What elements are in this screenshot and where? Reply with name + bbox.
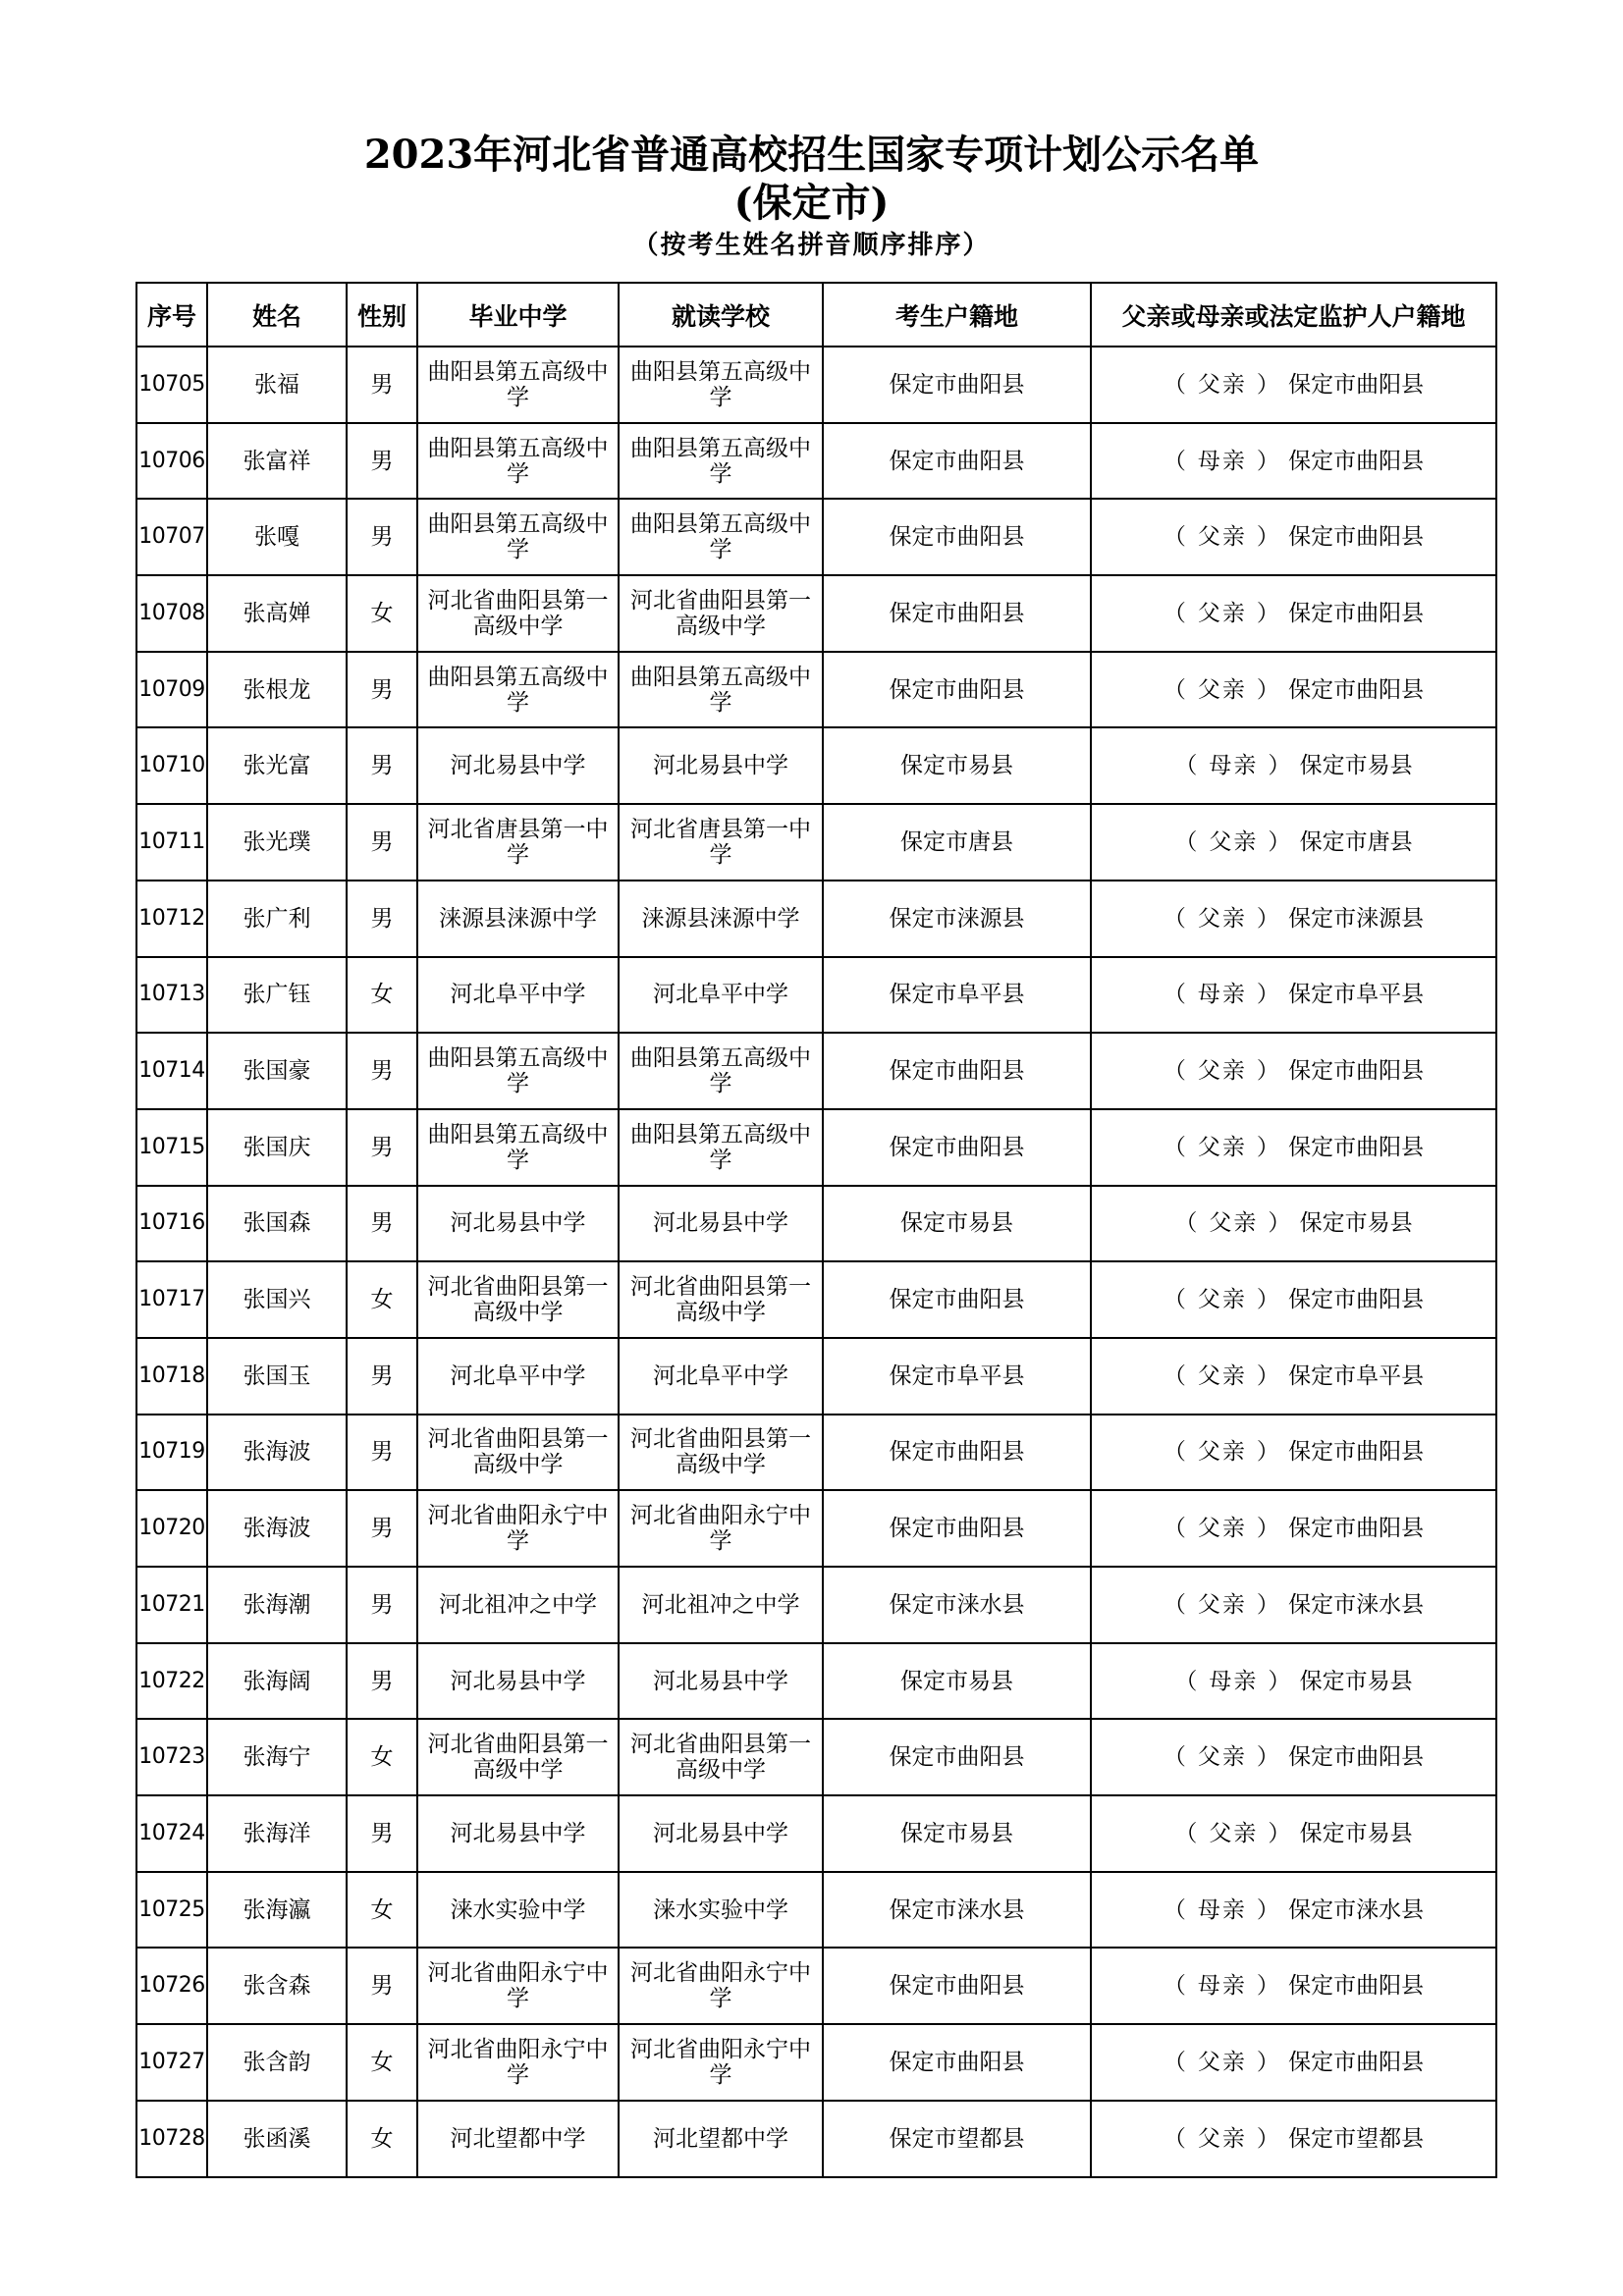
- guardian-relation-wrapper: （ 父亲 ）: [1163, 1134, 1281, 1160]
- cell-grad-school: 涞水实验中学: [417, 1872, 619, 1949]
- guardian-relation: 父亲: [1197, 1058, 1247, 1085]
- guardian-hukou: 保定市曲阳县: [1288, 524, 1425, 551]
- cell-hukou: 保定市曲阳县: [823, 2024, 1091, 2101]
- cell-guardian-hukou: [1091, 499, 1496, 575]
- cell-hukou: 保定市曲阳县: [823, 652, 1091, 728]
- cell-gender: 男: [347, 1490, 417, 1567]
- cell-seq: 10719: [136, 1415, 207, 1491]
- guardian-relation-wrapper: （ 父亲 ）: [1174, 1210, 1293, 1237]
- cell-guardian-hukou: [1091, 1567, 1496, 1643]
- header-hukou: 考生户籍地: [823, 283, 1091, 347]
- cell-grad-school: 曲阳县第五高级中学: [417, 499, 619, 575]
- table-row: [136, 1872, 1496, 1949]
- cell-hukou: 保定市曲阳县: [823, 1490, 1091, 1567]
- cell-current-school: 河北易县中学: [619, 1795, 823, 1872]
- cell-name: 张广利: [207, 881, 347, 957]
- guardian-hukou: 保定市曲阳县: [1288, 1744, 1425, 1771]
- guardian-relation-wrapper: （ 父亲 ）: [1163, 2049, 1281, 2075]
- cell-guardian-hukou: [1091, 1261, 1496, 1338]
- table-row: [136, 1643, 1496, 1720]
- cell-seq: 10708: [136, 575, 207, 652]
- guardian-relation: 父亲: [1197, 905, 1247, 932]
- cell-gender: 男: [347, 499, 417, 575]
- cell-seq: 10723: [136, 1719, 207, 1795]
- guardian-relation: 父亲: [1197, 1362, 1247, 1389]
- cell-seq: 10712: [136, 881, 207, 957]
- guardian-hukou: 保定市涞水县: [1288, 1896, 1425, 1923]
- cell-seq: 10715: [136, 1109, 207, 1186]
- cell-hukou: 保定市涞水县: [823, 1872, 1091, 1949]
- cell-current-school: 河北望都中学: [619, 2101, 823, 2177]
- cell-gender: 女: [347, 1261, 417, 1338]
- cell-grad-school: 河北省唐县第一中学: [417, 804, 619, 881]
- cell-guardian-hukou: [1091, 2024, 1496, 2101]
- cell-hukou: 保定市阜平县: [823, 1338, 1091, 1415]
- cell-hukou: 保定市曲阳县: [823, 499, 1091, 575]
- cell-grad-school: 河北易县中学: [417, 727, 619, 804]
- cell-hukou: 保定市曲阳县: [823, 347, 1091, 423]
- cell-hukou: 保定市曲阳县: [823, 1109, 1091, 1186]
- guardian-hukou: 保定市曲阳县: [1288, 371, 1425, 398]
- header-grad-school: 毕业中学: [417, 283, 619, 347]
- cell-grad-school: 曲阳县第五高级中学: [417, 423, 619, 500]
- cell-current-school: 曲阳县第五高级中学: [619, 652, 823, 728]
- guardian-relation-wrapper: （ 父亲 ）: [1163, 1516, 1281, 1542]
- guardian-hukou: 保定市阜平县: [1288, 1362, 1425, 1389]
- guardian-relation-wrapper: （ 母亲 ）: [1174, 1668, 1293, 1694]
- table-row: [136, 1948, 1496, 2024]
- cell-name: 张海阔: [207, 1643, 347, 1720]
- cell-current-school: 河北阜平中学: [619, 1338, 823, 1415]
- cell-gender: 男: [347, 1186, 417, 1262]
- table-row: [136, 1109, 1496, 1186]
- cell-current-school: 河北阜平中学: [619, 957, 823, 1034]
- cell-seq: 10710: [136, 727, 207, 804]
- cell-current-school: 河北省唐县第一中学: [619, 804, 823, 881]
- cell-name: 张海波: [207, 1490, 347, 1567]
- guardian-relation-wrapper: （ 父亲 ）: [1163, 1362, 1281, 1389]
- cell-guardian-hukou: [1091, 1490, 1496, 1567]
- table-row: [136, 727, 1496, 804]
- guardian-hukou: 保定市唐县: [1299, 828, 1413, 855]
- cell-gender: 男: [347, 1033, 417, 1109]
- guardian-relation: 父亲: [1209, 1820, 1259, 1846]
- cell-current-school: 河北易县中学: [619, 727, 823, 804]
- header-gender: 性别: [347, 283, 417, 347]
- table-row: [136, 1186, 1496, 1262]
- cell-gender: 男: [347, 1415, 417, 1491]
- cell-name: 张国兴: [207, 1261, 347, 1338]
- cell-current-school: 曲阳县第五高级中学: [619, 423, 823, 500]
- guardian-relation: 父亲: [1209, 1210, 1259, 1237]
- table-row: [136, 575, 1496, 652]
- cell-seq: 10728: [136, 2101, 207, 2177]
- cell-guardian-hukou: [1091, 1719, 1496, 1795]
- cell-current-school: 曲阳县第五高级中学: [619, 1033, 823, 1109]
- table-row: [136, 652, 1496, 728]
- header-guardian-hukou: 父亲或母亲或法定监护人户籍地: [1091, 283, 1496, 347]
- guardian-relation: 父亲: [1197, 1744, 1247, 1771]
- guardian-relation: 父亲: [1197, 1516, 1247, 1542]
- document-title: 2023年河北省普通高校招生国家专项计划公示名单: [363, 132, 1260, 178]
- cell-hukou: 保定市望都县: [823, 2101, 1091, 2177]
- cell-guardian-hukou: [1091, 2101, 1496, 2177]
- cell-guardian-hukou: [1091, 652, 1496, 728]
- guardian-relation-wrapper: （ 母亲 ）: [1163, 1896, 1281, 1923]
- guardian-hukou: 保定市曲阳县: [1288, 676, 1425, 703]
- guardian-hukou: 保定市曲阳县: [1288, 1439, 1425, 1466]
- cell-seq: 10711: [136, 804, 207, 881]
- cell-name: 张海瀛: [207, 1872, 347, 1949]
- cell-grad-school: 河北省曲阳县第一高级中学: [417, 1719, 619, 1795]
- cell-hukou: 保定市易县: [823, 1795, 1091, 1872]
- cell-grad-school: 河北易县中学: [417, 1186, 619, 1262]
- guardian-hukou: 保定市曲阳县: [1288, 1058, 1425, 1085]
- cell-grad-school: 河北望都中学: [417, 2101, 619, 2177]
- guardian-relation: 父亲: [1197, 1287, 1247, 1313]
- cell-guardian-hukou: [1091, 1795, 1496, 1872]
- document-sort-note: （按考生姓名拼音顺序排序）: [632, 231, 991, 260]
- cell-guardian-hukou: [1091, 1338, 1496, 1415]
- cell-seq: 10724: [136, 1795, 207, 1872]
- cell-name: 张国森: [207, 1186, 347, 1262]
- cell-gender: 男: [347, 1567, 417, 1643]
- cell-name: 张国庆: [207, 1109, 347, 1186]
- cell-seq: 10718: [136, 1338, 207, 1415]
- guardian-relation: 父亲: [1197, 676, 1247, 703]
- cell-guardian-hukou: [1091, 423, 1496, 500]
- guardian-hukou: 保定市曲阳县: [1288, 1134, 1425, 1160]
- guardian-relation-wrapper: （ 父亲 ）: [1163, 1591, 1281, 1618]
- cell-seq: 10714: [136, 1033, 207, 1109]
- cell-current-school: 河北省曲阳永宁中学: [619, 2024, 823, 2101]
- cell-seq: 10706: [136, 423, 207, 500]
- cell-guardian-hukou: [1091, 727, 1496, 804]
- cell-guardian-hukou: [1091, 804, 1496, 881]
- table-row: [136, 1795, 1496, 1872]
- cell-current-school: 河北省曲阳永宁中学: [619, 1490, 823, 1567]
- cell-gender: 男: [347, 881, 417, 957]
- guardian-relation: 父亲: [1197, 600, 1247, 626]
- table-row: [136, 1033, 1496, 1109]
- guardian-hukou: 保定市曲阳县: [1288, 1516, 1425, 1542]
- cell-hukou: 保定市易县: [823, 1643, 1091, 1720]
- table-row: [136, 1719, 1496, 1795]
- guardian-hukou: 保定市易县: [1299, 1668, 1413, 1694]
- cell-name: 张广钰: [207, 957, 347, 1034]
- cell-gender: 女: [347, 2024, 417, 2101]
- cell-gender: 男: [347, 652, 417, 728]
- cell-hukou: 保定市易县: [823, 1186, 1091, 1262]
- guardian-hukou: 保定市曲阳县: [1288, 600, 1425, 626]
- cell-current-school: 曲阳县第五高级中学: [619, 1109, 823, 1186]
- guardian-relation: 母亲: [1197, 448, 1247, 474]
- guardian-relation: 父亲: [1197, 524, 1247, 551]
- table-row: [136, 804, 1496, 881]
- guardian-relation: 母亲: [1197, 982, 1247, 1008]
- cell-gender: 男: [347, 727, 417, 804]
- header-seq: 序号: [136, 283, 207, 347]
- cell-grad-school: 曲阳县第五高级中学: [417, 652, 619, 728]
- cell-current-school: 河北省曲阳永宁中学: [619, 1948, 823, 2024]
- guardian-hukou: 保定市易县: [1299, 1210, 1413, 1237]
- table-row: [136, 499, 1496, 575]
- cell-grad-school: 河北阜平中学: [417, 957, 619, 1034]
- cell-grad-school: 河北省曲阳永宁中学: [417, 2024, 619, 2101]
- guardian-relation: 父亲: [1197, 2049, 1247, 2075]
- cell-current-school: 河北省曲阳县第一高级中学: [619, 1261, 823, 1338]
- cell-seq: 10716: [136, 1186, 207, 1262]
- guardian-relation-wrapper: （ 父亲 ）: [1174, 1820, 1293, 1846]
- cell-seq: 10705: [136, 347, 207, 423]
- guardian-relation-wrapper: （ 父亲 ）: [1174, 828, 1293, 855]
- guardian-hukou: 保定市易县: [1299, 1820, 1413, 1846]
- cell-current-school: 曲阳县第五高级中学: [619, 499, 823, 575]
- table-row: [136, 1415, 1496, 1491]
- cell-hukou: 保定市曲阳县: [823, 575, 1091, 652]
- cell-guardian-hukou: [1091, 347, 1496, 423]
- header-name: 姓名: [207, 283, 347, 347]
- guardian-relation-wrapper: （ 父亲 ）: [1163, 1287, 1281, 1313]
- cell-guardian-hukou: [1091, 1643, 1496, 1720]
- cell-name: 张含韵: [207, 2024, 347, 2101]
- cell-name: 张嘎: [207, 499, 347, 575]
- cell-hukou: 保定市曲阳县: [823, 1033, 1091, 1109]
- cell-grad-school: 河北祖冲之中学: [417, 1567, 619, 1643]
- cell-seq: 10727: [136, 2024, 207, 2101]
- cell-hukou: 保定市涞源县: [823, 881, 1091, 957]
- cell-seq: 10725: [136, 1872, 207, 1949]
- guardian-relation-wrapper: （ 母亲 ）: [1174, 753, 1293, 779]
- cell-grad-school: 河北省曲阳县第一高级中学: [417, 1261, 619, 1338]
- cell-name: 张富祥: [207, 423, 347, 500]
- table-row: [136, 347, 1496, 423]
- cell-seq: 10720: [136, 1490, 207, 1567]
- cell-guardian-hukou: [1091, 575, 1496, 652]
- table-row: [136, 2101, 1496, 2177]
- cell-gender: 男: [347, 804, 417, 881]
- cell-guardian-hukou: [1091, 1109, 1496, 1186]
- cell-current-school: 河北省曲阳县第一高级中学: [619, 575, 823, 652]
- table-row: [136, 881, 1496, 957]
- table-row: [136, 1261, 1496, 1338]
- cell-seq: 10713: [136, 957, 207, 1034]
- cell-current-school: 涞源县涞源中学: [619, 881, 823, 957]
- cell-gender: 男: [347, 1338, 417, 1415]
- cell-gender: 女: [347, 575, 417, 652]
- cell-name: 张根龙: [207, 652, 347, 728]
- cell-seq: 10709: [136, 652, 207, 728]
- cell-gender: 女: [347, 2101, 417, 2177]
- cell-grad-school: 曲阳县第五高级中学: [417, 1109, 619, 1186]
- cell-name: 张函溪: [207, 2101, 347, 2177]
- guardian-hukou: 保定市望都县: [1288, 2125, 1425, 2152]
- cell-current-school: 曲阳县第五高级中学: [619, 347, 823, 423]
- cell-gender: 女: [347, 957, 417, 1034]
- cell-name: 张光富: [207, 727, 347, 804]
- guardian-hukou: 保定市涞水县: [1288, 1591, 1425, 1618]
- table-row: [136, 2024, 1496, 2101]
- table-row: [136, 1567, 1496, 1643]
- table-row: [136, 957, 1496, 1034]
- cell-hukou: 保定市易县: [823, 727, 1091, 804]
- table-header-row: [136, 283, 1496, 347]
- guardian-relation-wrapper: （ 母亲 ）: [1163, 1973, 1281, 2000]
- cell-name: 张海潮: [207, 1567, 347, 1643]
- cell-gender: 男: [347, 1948, 417, 2024]
- cell-grad-school: 河北省曲阳县第一高级中学: [417, 575, 619, 652]
- cell-grad-school: 曲阳县第五高级中学: [417, 347, 619, 423]
- guardian-relation: 母亲: [1209, 1668, 1259, 1694]
- guardian-relation: 父亲: [1197, 1134, 1247, 1160]
- guardian-hukou: 保定市曲阳县: [1288, 1973, 1425, 2000]
- guardian-relation: 父亲: [1197, 1591, 1247, 1618]
- cell-grad-school: 河北易县中学: [417, 1795, 619, 1872]
- cell-name: 张海宁: [207, 1719, 347, 1795]
- cell-gender: 男: [347, 1109, 417, 1186]
- guardian-relation: 母亲: [1197, 1896, 1247, 1923]
- guardian-relation-wrapper: （ 父亲 ）: [1163, 524, 1281, 551]
- cell-current-school: 河北易县中学: [619, 1643, 823, 1720]
- cell-name: 张国豪: [207, 1033, 347, 1109]
- cell-grad-school: 曲阳县第五高级中学: [417, 1033, 619, 1109]
- guardian-relation-wrapper: （ 父亲 ）: [1163, 1439, 1281, 1466]
- cell-hukou: 保定市曲阳县: [823, 423, 1091, 500]
- cell-grad-school: 河北阜平中学: [417, 1338, 619, 1415]
- cell-guardian-hukou: [1091, 881, 1496, 957]
- cell-name: 张光璞: [207, 804, 347, 881]
- cell-grad-school: 河北省曲阳永宁中学: [417, 1490, 619, 1567]
- cell-seq: 10726: [136, 1948, 207, 2024]
- cell-hukou: 保定市阜平县: [823, 957, 1091, 1034]
- cell-gender: 男: [347, 423, 417, 500]
- guardian-relation-wrapper: （ 父亲 ）: [1163, 1744, 1281, 1771]
- cell-current-school: 河北祖冲之中学: [619, 1567, 823, 1643]
- cell-gender: 男: [347, 1795, 417, 1872]
- cell-hukou: 保定市曲阳县: [823, 1719, 1091, 1795]
- roster-table: [135, 282, 1497, 2178]
- cell-name: 张含森: [207, 1948, 347, 2024]
- cell-hukou: 保定市涞水县: [823, 1567, 1091, 1643]
- guardian-relation: 父亲: [1197, 371, 1247, 398]
- cell-hukou: 保定市唐县: [823, 804, 1091, 881]
- guardian-relation: 母亲: [1197, 1973, 1247, 2000]
- guardian-relation: 父亲: [1197, 2125, 1247, 2152]
- cell-guardian-hukou: [1091, 957, 1496, 1034]
- guardian-relation-wrapper: （ 父亲 ）: [1163, 2125, 1281, 2152]
- table-row: [136, 1338, 1496, 1415]
- guardian-relation-wrapper: （ 父亲 ）: [1163, 1058, 1281, 1085]
- guardian-relation-wrapper: （ 父亲 ）: [1163, 905, 1281, 932]
- cell-name: 张国玉: [207, 1338, 347, 1415]
- cell-seq: 10722: [136, 1643, 207, 1720]
- cell-gender: 男: [347, 1643, 417, 1720]
- cell-name: 张福: [207, 347, 347, 423]
- table-row: [136, 1490, 1496, 1567]
- cell-seq: 10721: [136, 1567, 207, 1643]
- cell-seq: 10707: [136, 499, 207, 575]
- guardian-relation-wrapper: （ 父亲 ）: [1163, 600, 1281, 626]
- document-subtitle-city: (保定市): [733, 180, 890, 226]
- cell-guardian-hukou: [1091, 1033, 1496, 1109]
- cell-guardian-hukou: [1091, 1186, 1496, 1262]
- guardian-relation-wrapper: （ 父亲 ）: [1163, 371, 1281, 398]
- guardian-relation: 父亲: [1197, 1439, 1247, 1466]
- guardian-relation-wrapper: （ 母亲 ）: [1163, 982, 1281, 1008]
- cell-guardian-hukou: [1091, 1872, 1496, 1949]
- guardian-relation-wrapper: （ 母亲 ）: [1163, 448, 1281, 474]
- cell-current-school: 河北易县中学: [619, 1186, 823, 1262]
- cell-current-school: 河北省曲阳县第一高级中学: [619, 1415, 823, 1491]
- header-current-school: 就读学校: [619, 283, 823, 347]
- guardian-hukou: 保定市曲阳县: [1288, 1287, 1425, 1313]
- guardian-relation: 父亲: [1209, 828, 1259, 855]
- guardian-hukou: 保定市阜平县: [1288, 982, 1425, 1008]
- guardian-hukou: 保定市曲阳县: [1288, 2049, 1425, 2075]
- cell-guardian-hukou: [1091, 1948, 1496, 2024]
- cell-seq: 10717: [136, 1261, 207, 1338]
- cell-hukou: 保定市曲阳县: [823, 1261, 1091, 1338]
- cell-grad-school: 河北省曲阳县第一高级中学: [417, 1415, 619, 1491]
- cell-gender: 男: [347, 347, 417, 423]
- cell-hukou: 保定市曲阳县: [823, 1948, 1091, 2024]
- cell-grad-school: 河北易县中学: [417, 1643, 619, 1720]
- cell-gender: 女: [347, 1872, 417, 1949]
- cell-grad-school: 涞源县涞源中学: [417, 881, 619, 957]
- guardian-relation-wrapper: （ 父亲 ）: [1163, 676, 1281, 703]
- cell-guardian-hukou: [1091, 1415, 1496, 1491]
- cell-hukou: 保定市曲阳县: [823, 1415, 1091, 1491]
- table-row: [136, 423, 1496, 500]
- guardian-hukou: 保定市涞源县: [1288, 905, 1425, 932]
- guardian-relation: 母亲: [1209, 753, 1259, 779]
- cell-name: 张海洋: [207, 1795, 347, 1872]
- cell-grad-school: 河北省曲阳永宁中学: [417, 1948, 619, 2024]
- cell-name: 张高婵: [207, 575, 347, 652]
- cell-gender: 女: [347, 1719, 417, 1795]
- guardian-hukou: 保定市曲阳县: [1288, 448, 1425, 474]
- cell-current-school: 涞水实验中学: [619, 1872, 823, 1949]
- guardian-hukou: 保定市易县: [1299, 753, 1413, 779]
- cell-current-school: 河北省曲阳县第一高级中学: [619, 1719, 823, 1795]
- cell-name: 张海波: [207, 1415, 347, 1491]
